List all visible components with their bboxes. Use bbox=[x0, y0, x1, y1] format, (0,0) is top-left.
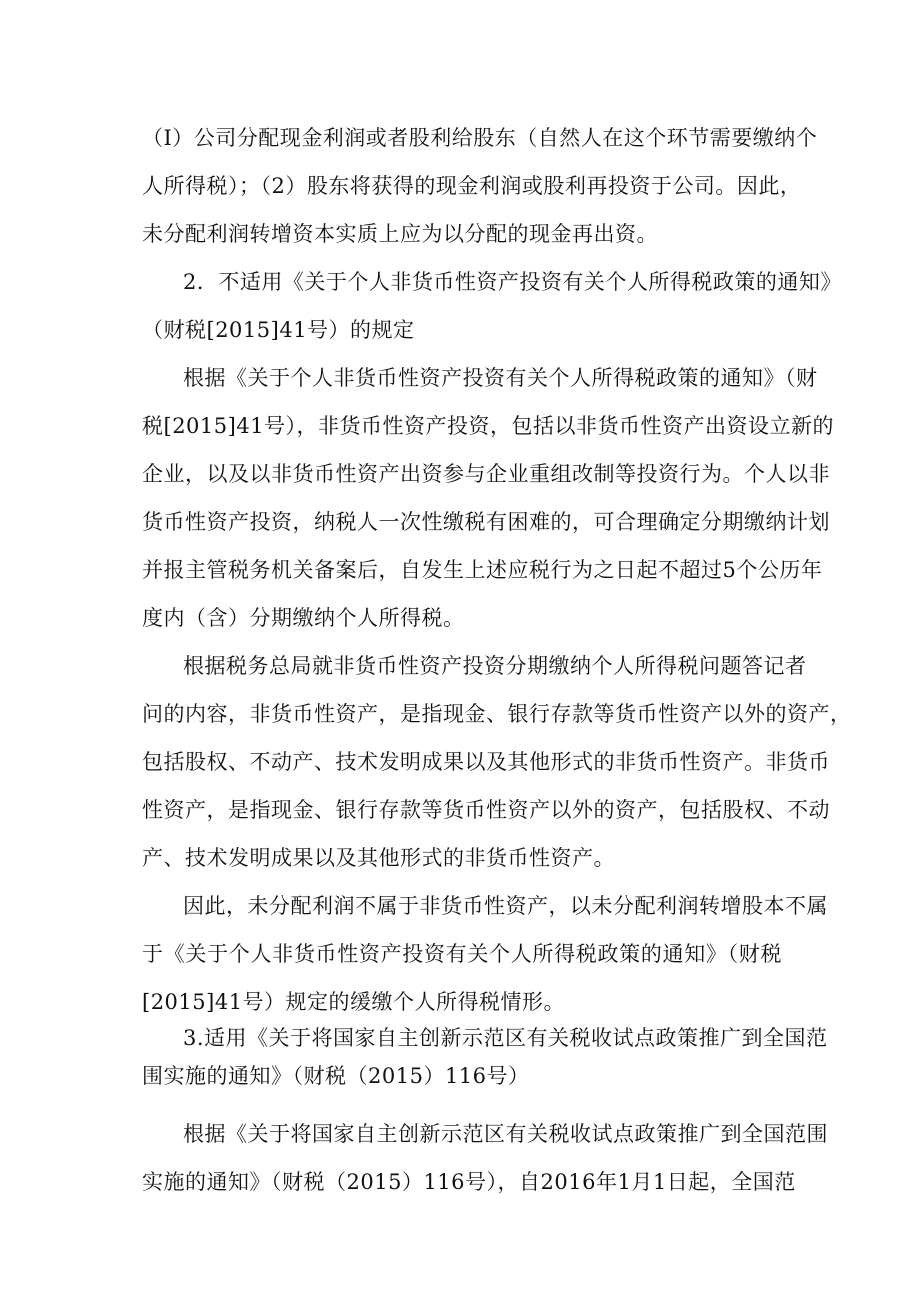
text-line-13: 问的内容，非货币性资产，是指现金、银行存款等货币性资产以外的资产， bbox=[142, 702, 852, 726]
text-line-19: [2015]41号）规定的缓缴个人所得税情形。 bbox=[142, 990, 566, 1014]
section-heading-3: 3.适用《关于将国家自主创新示范区有关税收试点政策推广到全国范 bbox=[183, 1026, 828, 1050]
text-line-22: 根据《关于将国家自主创新示范区有关税收试点政策推广到全国范围 bbox=[183, 1122, 828, 1146]
text-line-23: 实施的通知》（财税（2015）116号），自2016年1月1日起，全国范 bbox=[142, 1170, 796, 1194]
text-line-11: 度内（含）分期缴纳个人所得税。 bbox=[142, 606, 465, 630]
text-line-14: 包括股权、不动产、技术发明成果以及其他形式的非货币性资产。非货币 bbox=[142, 750, 830, 774]
section-heading-2: 2．不适用《关于个人非货币性资产投资有关个人所得税政策的通知》 bbox=[183, 270, 842, 294]
text-line-3: 未分配利润转增资本实质上应为以分配的现金再出资。 bbox=[142, 222, 658, 246]
text-line-2: 人所得税）；（2）股东将获得的现金利润或股利再投资于公司。因此， bbox=[142, 174, 802, 198]
text-line-12: 根据税务总局就非货币性资产投资分期缴纳个人所得税问题答记者 bbox=[183, 654, 807, 678]
text-line-10: 并报主管税务机关备案后，自发生上述应税行为之日起不超过5个公历年 bbox=[142, 558, 823, 582]
text-line-18: 于《关于个人非货币性资产投资有关个人所得税政策的通知》（财税 bbox=[142, 942, 782, 966]
section-heading-3-cont: 围实施的通知》（财税（2015）116号） bbox=[142, 1064, 530, 1088]
text-line-15: 性资产，是指现金、银行存款等货币性资产以外的资产，包括股权、不动 bbox=[142, 798, 830, 822]
text-line-9: 货币性资产投资，纳税人一次性缴税有困难的，可合理确定分期缴纳计划 bbox=[142, 510, 830, 534]
text-line-16: 产、技术发明成果以及其他形式的非货币性资产。 bbox=[142, 846, 615, 870]
text-line-7: 税[2015]41号），非货币性资产投资，包括以非货币性资产出资设立新的 bbox=[142, 414, 835, 438]
text-line-6: 根据《关于个人非货币性资产投资有关个人所得税政策的通知》（财 bbox=[183, 366, 818, 390]
section-heading-2-cont: （财税[2015]41号）的规定 bbox=[142, 318, 415, 342]
text-line-17: 因此，未分配利润不属于非货币性资产，以未分配利润转增股本不属 bbox=[183, 894, 828, 918]
text-line-1: （I）公司分配现金利润或者股利给股东（自然人在这个环节需要缴纳个 bbox=[142, 126, 818, 150]
text-line-8: 企业，以及以非货币性资产出资参与企业重组改制等投资行为。个人以非 bbox=[142, 462, 830, 486]
